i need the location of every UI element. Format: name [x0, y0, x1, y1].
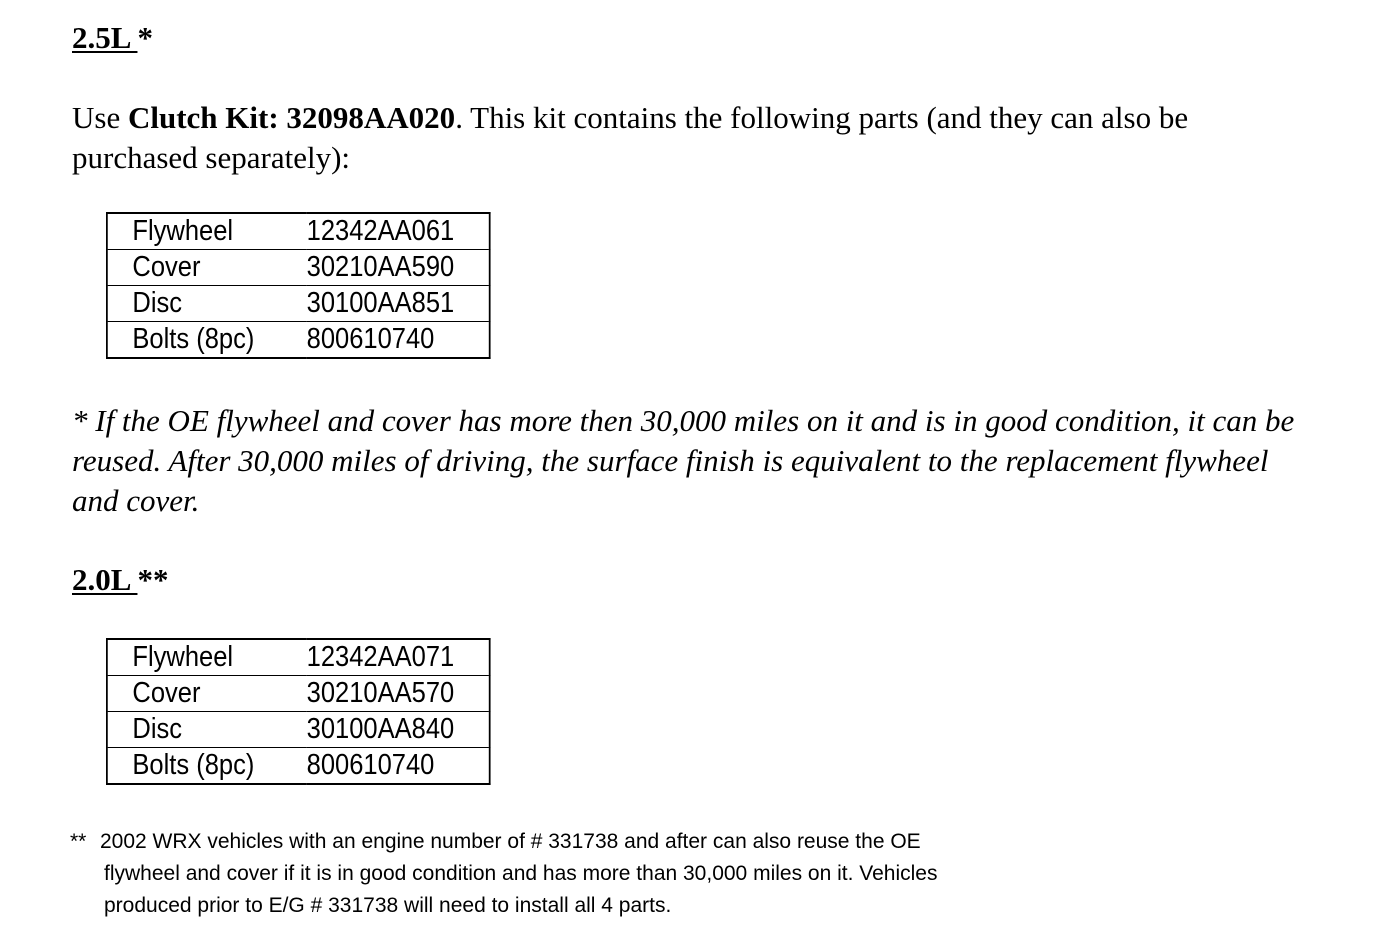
part-number: 12342AA071 — [307, 639, 490, 676]
part-number: 800610740 — [306, 749, 435, 781]
table-row — [107, 676, 490, 712]
footnote-line-1 — [70, 826, 938, 858]
table-row — [107, 213, 490, 250]
footnote-text-2: flywheel and cover if it is in good condition and has more than 30,000 miles on it. Vehicles — [104, 862, 938, 885]
table-row — [107, 250, 490, 286]
table-row — [107, 286, 490, 322]
section-heading-2-5l — [72, 20, 153, 56]
footnote-text-3: produced prior to E/G # 331738 will need to install all 4 parts. — [104, 894, 672, 917]
intro-prefix: Use — [72, 100, 128, 135]
section-heading-2-0l-mark: ** — [137, 562, 169, 597]
part-name: Disc — [107, 286, 307, 322]
parts-table-2-5l — [106, 212, 491, 359]
flywheel-reuse-note: * If the OE flywheel and cover has more then 30,000 miles on it and is in good condition, it can be reused. After 30,000 miles of driving, the surface finish is equivalent to the replacement flywheel and cover. — [72, 403, 1295, 518]
table-row — [107, 639, 490, 676]
part-name: Bolts (8pc) — [132, 323, 255, 355]
parts-table-2-0l — [106, 638, 491, 785]
footnote-text-1: 2002 WRX vehicles with an engine number of # 331738 and after can also reuse the OE — [100, 830, 921, 853]
section-heading-2-5l-mark: * — [137, 20, 153, 55]
part-number: 12342AA061 — [307, 213, 490, 250]
table-row — [107, 748, 490, 785]
clutch-kit-intro — [72, 98, 1312, 178]
wrx-footnote — [70, 826, 938, 922]
intro-suffix: . This kit contains the following parts (and they can also be purchased separately): — [72, 100, 1189, 175]
part-name: Bolts (8pc) — [132, 749, 255, 781]
part-name: Cover — [107, 250, 307, 286]
section-heading-2-0l — [72, 562, 168, 598]
part-number: 30100AA840 — [307, 712, 490, 748]
table-row — [107, 712, 490, 748]
clutch-kit-label: Clutch Kit: 32098AA020 — [127, 100, 456, 135]
section-heading-2-5l-label: 2.5L — [72, 20, 138, 55]
part-name: Cover — [107, 676, 307, 712]
table-row — [107, 322, 490, 359]
part-name: Disc — [107, 712, 307, 748]
part-number: 30210AA590 — [307, 250, 490, 286]
section-heading-2-0l-label: 2.0L — [72, 562, 138, 597]
part-name: Flywheel — [107, 213, 307, 250]
part-name: Flywheel — [107, 639, 307, 676]
part-number: 30210AA570 — [307, 676, 490, 712]
footnote-mark: ** — [70, 830, 87, 853]
part-number: 30100AA851 — [307, 286, 490, 322]
part-number: 800610740 — [306, 323, 435, 355]
